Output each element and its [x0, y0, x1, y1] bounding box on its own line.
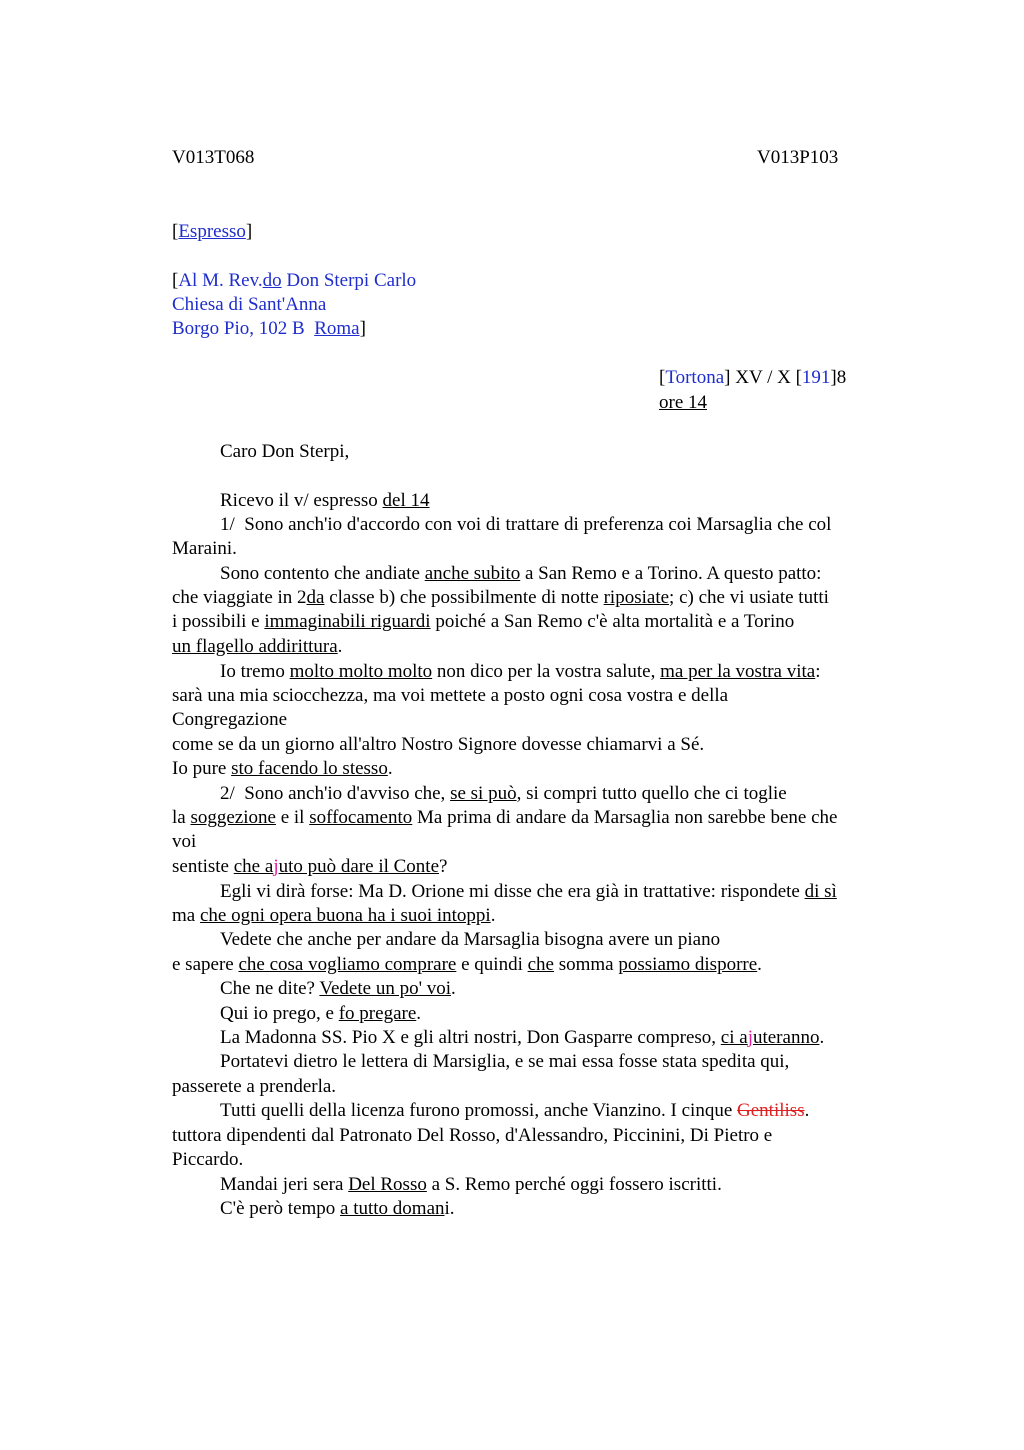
body-line: i possibili e immaginabili riguardi poiché a San Remo c'è alta mortalità e a Torino [172, 611, 795, 632]
body-line: Qui io prego, e fo pregare. [220, 1003, 422, 1024]
body-line: C'è però tempo a tutto domani. [220, 1198, 455, 1219]
body-line: che viaggiate in 2da classe b) che possibilmente di notte riposiate; c) che vi usiate tutti [172, 587, 829, 608]
archive-code-right: V013P103 [757, 147, 839, 168]
body-line: Vedete che anche per andare da Marsaglia bisogna avere un piano [220, 929, 721, 950]
archive-code-left: V013T068 [172, 147, 255, 168]
body-line: Egli vi dirà forse: Ma D. Orione mi disse che era già in trattative: rispondete di sì [220, 881, 837, 902]
address-line-1: [Al M. Rev.do Don Sterpi Carlo [172, 270, 417, 291]
body-line: ma che ogni opera buona ha i suoi intoppi. [172, 905, 496, 926]
body-line: sentiste che ajuto può dare il Conte? [172, 856, 448, 877]
body-line: Io tremo molto molto molto non dico per la vostra salute, ma per la vostra vita: [220, 661, 821, 682]
roma-link[interactable]: Roma [314, 318, 360, 339]
dateline-hour: ore 14 [659, 392, 708, 413]
body-line: passerete a prenderla. [172, 1076, 337, 1097]
address-line-3: Borgo Pio, 102 B Roma] [172, 318, 366, 339]
address-line-2: Chiesa di Sant'Anna [172, 294, 327, 315]
body-line: 2/ Sono anch'io d'avviso che, se si può, si compri tutto quello che ci toglie [220, 783, 787, 804]
body-line: 1/ Sono anch'io d'accordo con voi di trattare di preferenza coi Marsaglia che col [220, 514, 832, 535]
body-line: Tutti quelli della licenza furono promossi, anche Vianzino. I cinque Gentiliss. [220, 1100, 810, 1121]
body-line: Maraini. [172, 538, 237, 559]
body-line: Che ne dite? Vedete un po' voi. [220, 978, 456, 999]
body-line: voi [172, 831, 197, 852]
dateline: [Tortona] XV / X [191]8 [659, 367, 847, 388]
body-line: la soggezione e il soffocamento Ma prima di andare da Marsaglia non sarebbe bene che [172, 807, 838, 828]
body-line: Mandai jeri sera Del Rosso a S. Remo perché oggi fossero iscritti. [220, 1174, 722, 1195]
body-line: sarà una mia sciocchezza, ma voi mettete a posto ogni cosa vostra e della [172, 685, 729, 706]
body-line: tuttora dipendenti dal Patronato Del Rosso, d'Alessandro, Piccinini, Di Pietro e [172, 1125, 773, 1146]
body-line: un flagello addirittura. [172, 636, 343, 657]
body-line: Piccardo. [172, 1149, 244, 1170]
salutation: Caro Don Sterpi, [220, 441, 350, 462]
body-line: Sono contento che andiate anche subito a San Remo e a Torino. A questo patto: [220, 563, 822, 584]
body-line: Io pure sto facendo lo stesso. [172, 758, 393, 779]
body-line: come se da un giorno all'altro Nostro Signore dovesse chiamarvi a Sé. [172, 734, 705, 755]
struck-word: Gentiliss [737, 1100, 805, 1121]
body-line: Portatevi dietro le lettera di Marsiglia, e se mai essa fosse stata spedita qui, [220, 1051, 790, 1072]
espresso-link[interactable]: Espresso [178, 221, 246, 242]
body-line: Ricevo il v/ espresso del 14 [220, 490, 430, 511]
body-line: e sapere che cosa vogliamo comprare e quindi che somma possiamo disporre. [172, 954, 762, 975]
espresso-line: [Espresso] [172, 221, 253, 242]
body-line: La Madonna SS. Pio X e gli altri nostri, Don Gasparre compreso, ci ajuteranno. [220, 1027, 825, 1048]
body-line: Congregazione [172, 709, 288, 730]
